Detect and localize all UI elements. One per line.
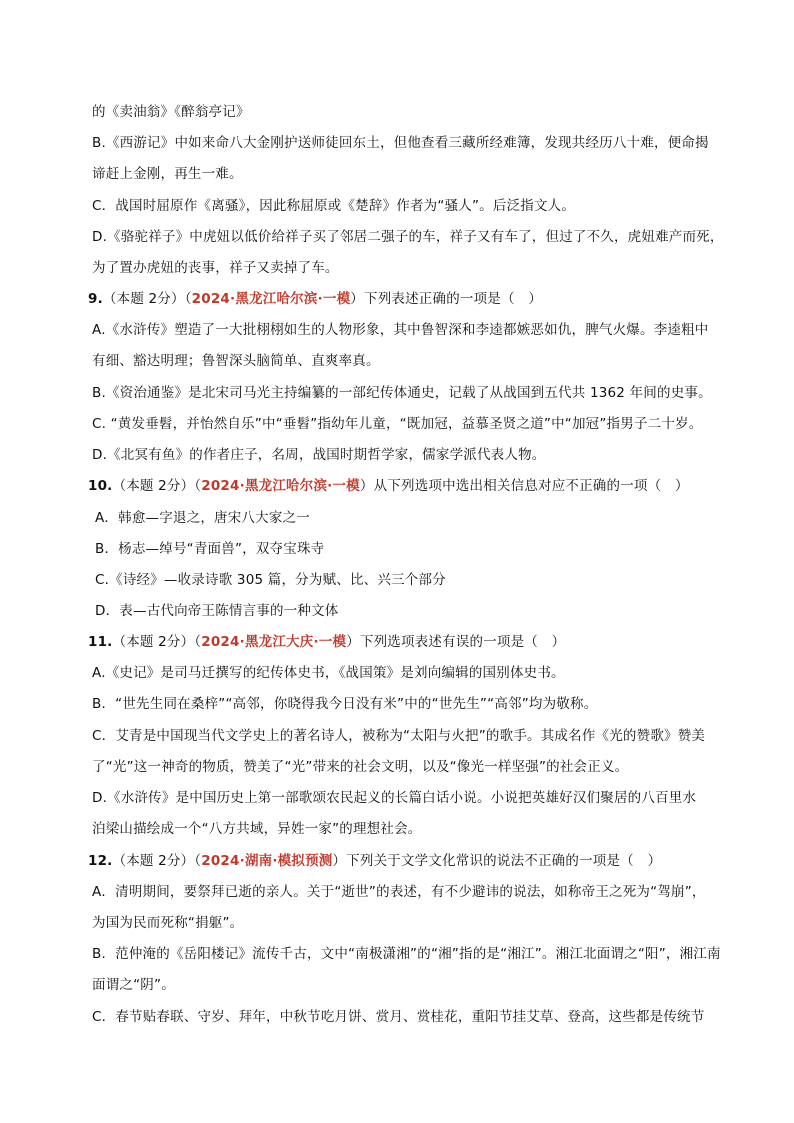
q11-option-c-line1: C．艾青是中国现当代文学史上的著名诗人，被称为“太阳与火把”的歌手。其成名作《光的赞歌》赞美	[92, 728, 706, 744]
q12-option-a-line2: 为国为民而死称“捐躯”。	[92, 915, 244, 931]
q9-question: ）下列表述正确的一项是（ ）	[350, 291, 543, 307]
q11-option-b: B．“世先生同在桑梓”“高邻，你晓得我今日没有米”中的“世先生”“高邻”均为敬称。	[92, 696, 598, 712]
q10-option-b: B．杨志—绰号“青面兽”，双夺宝珠寺	[95, 541, 325, 557]
q9-source: 2024·黑龙江哈尔滨·一模	[191, 291, 351, 307]
q11-option-c-line2: 了“光”这一神奇的物质，赞美了“光”带来的社会文明，以及“像光一样坚强”的社会正义。	[92, 759, 629, 775]
q8-option-c: C．战国时屈原作《离骚》，因此称屈原或《楚辞》作者为“骚人”。后泛指文人。	[92, 198, 576, 214]
q12-stem	[88, 851, 661, 871]
q11-source: 2024·黑龙江大庆·一模	[201, 634, 347, 650]
q12-option-b-line1: B．范仲淹的《岳阳楼记》流传千古，文中“南极潇湘”的“湘”指的是“湘江”。湘江北面谓之“阳”，湘江南	[92, 946, 721, 962]
q10-number: 10.	[88, 478, 113, 494]
q11-stem	[88, 632, 565, 652]
q10-question: ）从下列选项中选出相关信息对应不正确的一项（ ）	[359, 478, 689, 494]
q12-source: 2024·湖南·模拟预测	[201, 853, 333, 869]
q8-option-b-line2: 谛赶上金刚，再生一难。	[92, 166, 243, 182]
q9-number: 9.	[88, 291, 103, 307]
q9-stem	[88, 289, 542, 309]
q12-meta: （本题 2分）（	[112, 853, 202, 869]
q11-question: ）下列选项表述有误的一项是（ ）	[346, 634, 566, 650]
q9-option-b: B.《资治通鉴》是北宋司马光主持编纂的一部纪传体通史，记载了从战国到五代共 1362 年间的史事。	[92, 385, 712, 401]
q10-option-c: C.《诗经》—收录诗歌 305 篇，分为赋、比、兴三个部分	[95, 572, 446, 588]
q12-option-b-line2: 面谓之“阴”。	[92, 977, 175, 993]
q12-number: 12.	[88, 853, 113, 869]
q9-option-d: D.《北冥有鱼》的作者庄子，名周，战国时期哲学家，儒家学派代表人物。	[92, 447, 546, 463]
q8-option-d-line2: 为了置办虎妞的丧事，祥子又卖掉了车。	[92, 260, 339, 276]
q8-option-a-continued: 的《卖油翁》《醉翁亭记》	[92, 104, 250, 120]
q10-meta: （本题 2分）（	[112, 478, 202, 494]
q11-option-d-line2: 泊梁山描绘成一个“八方共域，异姓一家”的理想社会。	[92, 821, 422, 837]
q8-option-b-line1: B.《西游记》中如来命八大金刚护送师徒回东土，但他查看三藏所经难簿，发现共经历八十难，便命揭	[92, 135, 709, 151]
q11-number: 11.	[88, 634, 113, 650]
q10-option-a: A．韩愈—字退之，唐宋八大家之一	[95, 510, 310, 526]
q10-option-d: D．表—古代向帝王陈情言事的一种文体	[95, 603, 339, 619]
q9-option-c: C. “黄发垂髫，并怡然自乐”中“垂髫”指幼年儿童，“既加冠，益慕圣贤之道”中“加冠”指男子二十岁。	[92, 416, 703, 432]
q11-option-a: A.《史记》是司马迁撰写的纪传体史书，《战国策》是刘向编辑的国别体史书。	[92, 665, 565, 681]
q9-meta: （本题 2分）（	[102, 291, 192, 307]
q8-option-d-line1: D.《骆驼祥子》中虎妞以低价给祥子买了邻居二强子的车，祥子又有车了，但过了不久，虎妞难产而死，	[92, 229, 724, 245]
q12-option-c-line1: C．春节贴春联、守岁、拜年，中秋节吃月饼、赏月、赏桂花，重阳节挂艾草、登高，这些都是传统节	[92, 1009, 705, 1025]
q10-stem	[88, 476, 689, 496]
q12-question: ）下列关于文学文化常识的说法不正确的一项是（ ）	[332, 853, 662, 869]
q11-option-d-line1: D.《水浒传》是中国历史上第一部歌颂农民起义的长篇白话小说。小说把英雄好汉们聚居的八百里水	[92, 790, 697, 806]
q10-source: 2024·黑龙江哈尔滨·一模	[201, 478, 360, 494]
q9-option-a-line1: A.《水浒传》塑造了一大批栩栩如生的人物形象，其中鲁智深和李逵都嫉恶如仇，脾气火爆。李逵粗中	[92, 322, 709, 338]
q9-option-a-line2: 有细、豁达明理；鲁智深头脑简单、直爽率真。	[92, 353, 380, 369]
q12-option-a-line1: A．清明期间，要祭拜已逝的亲人。关于“逝世”的表述，有不少避讳的说法，如称帝王之死为“驾崩”，	[92, 884, 706, 900]
q11-meta: （本题 2分）（	[112, 634, 202, 650]
